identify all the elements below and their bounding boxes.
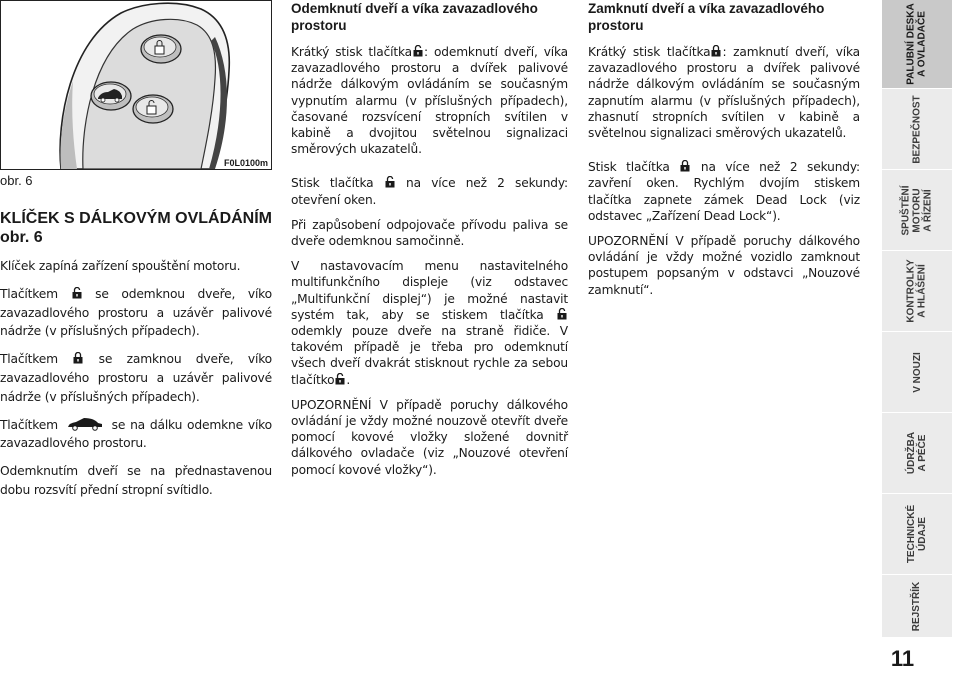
paragraph-trunk-button: Tlačítkem se na dálku odemkne víko zavazadlového prostoru. — [0, 417, 272, 451]
lock-icon — [73, 352, 83, 364]
key-fob-illustration — [0, 0, 272, 170]
paragraph-unlock-button: Tlačítkem se odemknou dveře, víko zavazadlového prostoru a uzávěr palivové nádrže (v příslušných případech). — [0, 286, 272, 339]
column-2 — [291, 0, 568, 487]
chapter-sidebar — [880, 0, 960, 675]
unlock-icon — [72, 287, 82, 299]
column-1 — [0, 0, 272, 509]
tab-technicke-udaje[interactable]: TECHNICKÉ ÚDAJE — [882, 494, 952, 575]
column-3 — [588, 0, 860, 307]
figure-caption: obr. 6 — [0, 173, 33, 188]
section-heading-key: KLÍČEK S DÁLKOVÝM OVLÁDÁNÍM obr. 6 — [0, 210, 272, 246]
unlock-icon — [557, 308, 567, 320]
key-fob-drawing — [1, 1, 271, 169]
paragraph-warning-lock: UPOZORNĚNÍ V případě poruchy dálkového ovládání je vždy možné vozidlo zamknout postupem popsaným v odstavci „Nouzové zamknutí“. — [588, 234, 860, 297]
paragraph-fuel-cutoff: Při zapůsobení odpojovače přívodu paliva se dveře odemknou samočinně. — [291, 217, 568, 249]
unlock-icon — [385, 176, 395, 188]
tab-palubni-deska[interactable]: PALUBNÍ DESKA A OVLADAČE — [882, 0, 952, 89]
paragraph-long-press-lock: Stisk tlačítka na více než 2 sekundy: zavření oken. Rychlým dvojím stiskem tlačítka zapnete zámek Dead Lock (viz odstavec „Zařízení Dead Lock“). — [588, 160, 860, 223]
tab-bezpecnost[interactable]: BEZPEČNOST — [882, 89, 952, 170]
tab-udrzba[interactable]: ÚDRŽBA A PÉČE — [882, 413, 952, 494]
car-trunk-icon — [65, 417, 105, 431]
page-number: 11 — [890, 646, 915, 671]
paragraph-warning-unlock: UPOZORNĚNÍ V případě poruchy dálkového ovládání je vždy možné nouzově otevřít dveře pomocí kovové vložky složené dovnitř dálkového ovladače (viz „Nouzové otevření pomocí kovové vložky“). — [291, 397, 568, 477]
lock-icon — [680, 160, 690, 172]
paragraph-short-press-unlock: Krátký stisk tlačítka : odemknutí dveří, víka zavazadlového prostoru a dvířek palivové nádrže dálkovým ovládáním se současným vypnutím alarmu (v příslušných případech), časované rozsvícení stropních svítilen v kabině a dvojitou světelnou signalizaci směrových ukazatelů. — [291, 45, 569, 157]
section-heading-unlock: Odemknutí dveří a víka zavazadlového prostoru — [291, 1, 538, 33]
section-heading-lock: Zamknutí dveří a víka zavazadlového prostoru — [588, 1, 825, 33]
paragraph-long-press-unlock: Stisk tlačítka na více než 2 sekundy: otevření oken. — [291, 176, 568, 207]
figure-code: F0L0100m — [223, 158, 268, 168]
unlock-icon — [335, 373, 345, 385]
tab-v-nouzi[interactable]: V NOUZI — [882, 332, 952, 413]
tab-kontrolky[interactable]: KONTROLKY A HLÁŠENÍ — [882, 251, 952, 332]
paragraph-short-press-lock: Krátký stisk tlačítka : zamknutí dveří, víka zavazadlového prostoru a dvířek palivové nádrže dálkovým ovládáním se současným zapnutím alarmu (v příslušných případech), zhasnutí stropních svítilen v kabině a světelnou signalizaci směrových ukazatelů. — [588, 45, 860, 141]
paragraph-ignition: Klíček zapíná zařízení spouštění motoru. — [0, 259, 241, 273]
unlock-icon — [413, 45, 423, 57]
paragraph-menu-setting: V nastavovacím menu nastavitelného multifunkčního displeje (viz odstavec „Multifunkční displej“) je možné nastavit systém tak, aby se stiskem tlačítka odemkly pouze dveře na straně řidiče. V takovém případě je třeba pro odemknutí všech dveří dvakrát stisknout rychle za sebou tlačítko . — [291, 259, 568, 387]
paragraph-ceiling-light: Odemknutím dveří se na přednastavenou dobu rozsvítí přední stropní svítidlo. — [0, 464, 272, 497]
paragraph-lock-button: Tlačítkem se zamknou dveře, víko zavazadlového prostoru a uzávěr palivové nádrže (v příslušných případech). — [0, 352, 272, 404]
lock-icon — [711, 45, 721, 57]
tab-spusteni-motoru[interactable]: SPUŠTĚNÍ MOTORU A ŘÍZENÍ — [882, 170, 952, 251]
figure-6 — [0, 0, 272, 188]
tab-rejstrik[interactable]: REJSTŘÍK — [882, 575, 952, 638]
